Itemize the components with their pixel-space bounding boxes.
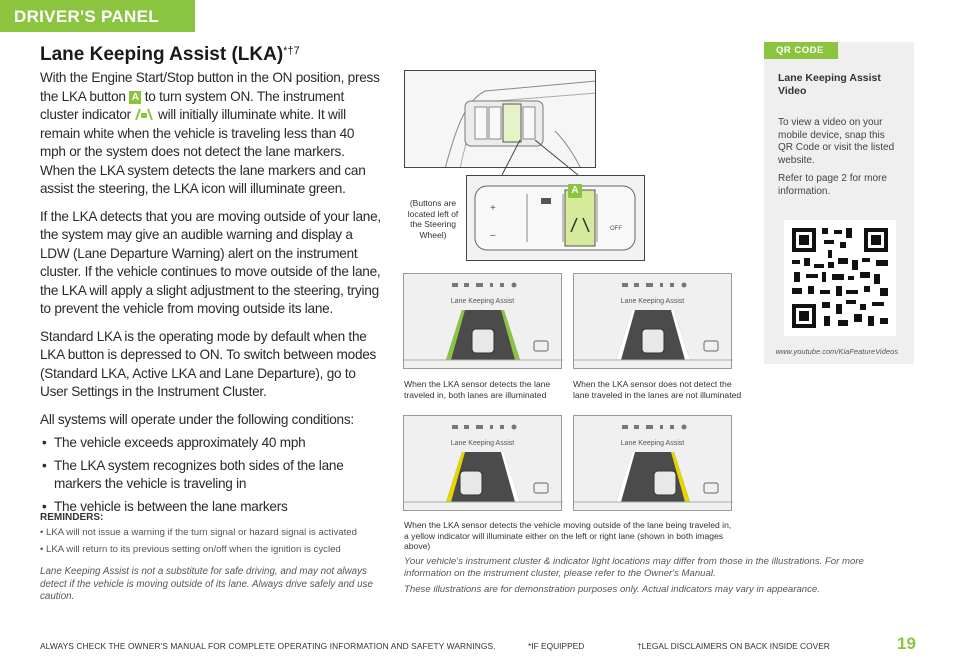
cluster-screen-lanes-detected	[403, 273, 562, 369]
zoom-connector	[500, 140, 580, 180]
body-text	[40, 69, 382, 520]
paragraph-1	[40, 69, 382, 199]
screen-title: Lane Keeping Assist	[450, 298, 515, 305]
qr-url[interactable]: www.youtube.com/KiaFeatureVideos	[775, 347, 898, 356]
buttons-location-caption: (Buttons are located left of the Steering Wheel)	[407, 198, 459, 240]
lka-indicator-icon	[134, 108, 154, 121]
list-item: • The vehicle exceeds approximately 40 mph	[40, 434, 382, 453]
lane-illustration	[404, 274, 563, 370]
list-item: • The vehicle is between the lane markers	[40, 498, 382, 517]
p1-text-a: With the Engine Start/Stop button in the ON position, press the LKA button	[40, 70, 380, 104]
reminder-item: • LKA will not issue a warning if the turn signal or hazard signal is activated	[40, 527, 357, 538]
qr-text	[778, 117, 902, 204]
footnote: Your vehicle's instrument cluster & indicator light locations may differ from those in the illustrations. For more information on the instrument cluster, please refer to the Owner's Manual.	[404, 556, 864, 579]
svg-text:–: –	[490, 230, 496, 241]
p1-text-b: to turn system ON. The instrument cluster indicator	[40, 88, 344, 122]
reminder-item: • LKA will return to its previous setting on/off when the ignition is cycled	[40, 544, 341, 555]
qr-instructions: To view a video on your mobile device, snap this QR Code or visit the listed website.	[778, 117, 895, 166]
lane-illustration	[574, 274, 733, 370]
title-superscript: *†7	[283, 45, 300, 57]
lka-button-badge: A	[129, 91, 141, 104]
paragraph-4: All systems will operate under the following conditions:	[40, 411, 354, 427]
footer-if-equipped: *IF EQUIPPED	[528, 641, 585, 651]
button-panel-drawing	[467, 176, 646, 262]
screen-caption-2: When the LKA sensor does not detect the lane traveled in the lanes are not illuminated	[573, 379, 742, 400]
cluster-screen-left-departure	[403, 415, 562, 511]
qr-tab: QR CODE	[764, 42, 838, 59]
section-tab: DRIVER'S PANEL	[0, 0, 195, 32]
qr-code-drawing	[784, 220, 896, 336]
title-text: Lane Keeping Assist (LKA)	[40, 44, 284, 65]
list-item: • The LKA system recognizes both sides of the lane markers the vehicle is traveling in	[40, 457, 382, 494]
footer-legal: †LEGAL DISCLAIMERS ON BACK INSIDE COVER	[637, 641, 830, 651]
footer-warning: ALWAYS CHECK THE OWNER'S MANUAL FOR COMPLETE OPERATING INFORMATION AND SAFETY WARNINGS.	[40, 641, 496, 651]
safety-disclaimer: Lane Keeping Assist is not a substitute for safe driving, and may not always detect if the vehicle is moving outside of its lane. Always drive safely and use caution.	[40, 566, 373, 602]
reminders-heading: REMINDERS:	[40, 512, 104, 523]
page-title	[40, 44, 300, 66]
off-label: OFF	[610, 226, 622, 232]
conditions-list	[40, 434, 382, 516]
p1-text-c: will initially illuminate white. It will remain white when the vehicle is traveling less than 40 mph or the system does not detect the lane markers. When the LKA system detects the lane markers and can assist the steering, the LKA icon will illuminate green.	[40, 107, 366, 196]
illustration-footnotes	[404, 556, 864, 600]
button-zoom-panel	[466, 175, 645, 261]
qr-title: Lane Keeping Assist Video	[778, 72, 881, 97]
footnote: These illustrations are for demonstration purposes only. Actual indicators may vary in appearance.	[404, 584, 820, 595]
screen-title: Lane Keeping Assist	[620, 298, 685, 305]
screen-caption-1: When the LKA sensor detects the lane traveled in, both lanes are illuminated	[404, 379, 551, 400]
screen-title: Lane Keeping Assist	[450, 440, 515, 447]
cluster-screen-lanes-not-detected	[573, 273, 732, 369]
paragraph-2: If the LKA detects that you are moving outside of your lane, the system may give an audible warning and display a LDW (Lane Departure Warning) alert on the instrument cluster. If the vehicle continues to move outside of the lane, the LKA will apply a slight adjustment to the steering, trying to prevent the vehicle from moving outside its lane.	[40, 208, 381, 316]
lane-illustration	[404, 416, 563, 512]
reminders-list	[40, 526, 380, 560]
cluster-screen-right-departure	[573, 415, 732, 511]
page-number: 19	[897, 634, 916, 653]
screen-title: Lane Keeping Assist	[620, 440, 685, 447]
qr-reference: Refer to page 2 for more information.	[778, 173, 887, 197]
lane-illustration	[574, 416, 733, 512]
screen-caption-3: When the LKA sensor detects the vehicle moving outside of the lane being traveled in, a yellow indicator will illuminate either on the left or right lane (shown in both images above)	[404, 520, 732, 551]
qr-code-image[interactable]	[784, 220, 896, 336]
paragraph-3: Standard LKA is the operating mode by default when the LKA button is depressed to ON. To switch between modes (Standard LKA, Active LKA and Lane Departure), go to User Settings in the Instrument Cluster.	[40, 328, 377, 399]
button-a-badge: A	[568, 184, 582, 198]
svg-text:+: +	[490, 203, 496, 214]
